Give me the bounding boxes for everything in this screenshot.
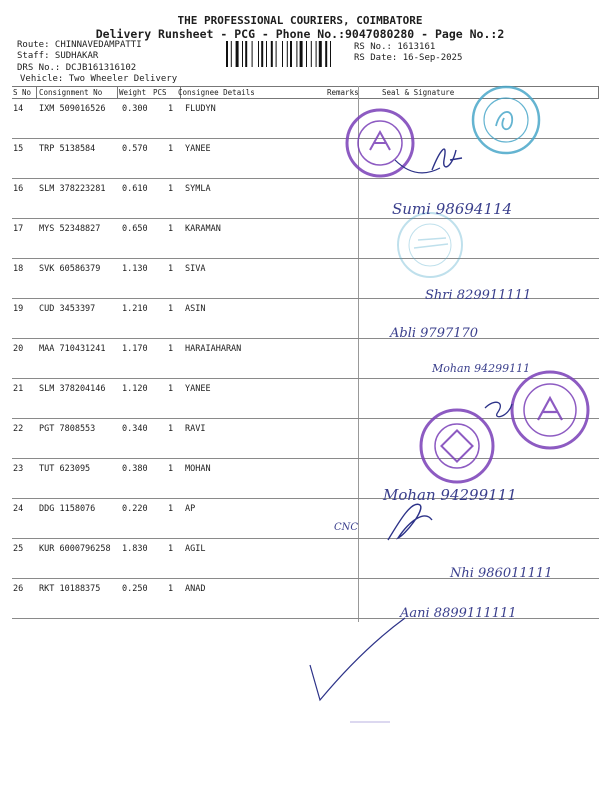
row-sno: 19 (13, 304, 24, 314)
handwritten-phone-26: Aani 8899111111 (400, 606, 517, 621)
col-sno: S No (13, 88, 32, 97)
row-consignee: AP (185, 504, 196, 514)
route-label: Route: CHINNAVEDAMPATTI (17, 40, 142, 50)
row-pcs: 1 (168, 544, 174, 554)
row-weight: 1.210 (122, 304, 148, 314)
row-consignment-no: MAA 710431241 (39, 344, 106, 354)
row-consignment-no: SLM 378204146 (39, 384, 106, 394)
kumar-stamp (473, 87, 539, 153)
row-consignment-no: PGT 7808553 (39, 424, 96, 434)
row-pcs: 1 (168, 104, 174, 114)
row-pcs: 1 (168, 464, 174, 474)
col-consignment: Consignment No (39, 88, 103, 97)
row-weight: 1.170 (122, 344, 148, 354)
company-title: THE PROFESSIONAL COURIERS, COIMBATORE (177, 14, 423, 27)
row-weight: 1.830 (122, 544, 148, 554)
row-consignee: SIVA (185, 264, 206, 274)
signature-24 (388, 504, 432, 540)
handwritten-phone-25: Nhi 986011111 (450, 566, 553, 581)
row-consignment-no: CUD 3453397 (39, 304, 96, 314)
row-weight: 1.130 (122, 264, 148, 274)
row-sno: 25 (13, 544, 24, 554)
row-consignee: FLUDYN (185, 104, 216, 114)
handwritten-phone-19: Abli 9797170 (390, 326, 479, 341)
yaamee-stamp-2 (512, 372, 588, 448)
row-sno: 18 (13, 264, 24, 274)
row-sno: 23 (13, 464, 24, 474)
row-consignee: YANEE (185, 384, 211, 394)
row-consignment-no: MYS 52348827 (39, 224, 101, 234)
row-consignment-no: IXM 509016526 (39, 104, 106, 114)
col-remarks: Remarks (327, 88, 359, 97)
row-consignee: ASIN (185, 304, 206, 314)
row-consignment-no: TUT 623095 (39, 464, 91, 474)
row-pcs: 1 (168, 224, 174, 234)
row-pcs: 1 (168, 304, 174, 314)
row-pcs: 1 (168, 264, 174, 274)
signature-22 (485, 402, 512, 416)
staff-label: Staff: SUDHAKAR (17, 51, 99, 61)
handwritten-phone-18: Shri 829911111 (425, 288, 532, 303)
row-consignee: RAVI (185, 424, 206, 434)
handwritten-phone-23: Mohan 94299111 (383, 486, 517, 504)
remarks-cnc: CNC (334, 522, 359, 533)
row-weight: 0.300 (122, 104, 148, 114)
handwritten-phone-16: Sumi 98694114 (392, 200, 513, 218)
col-seal: Seal & Signature (382, 88, 455, 97)
row-consignment-no: KUR 6000796258 (39, 544, 111, 554)
row-pcs: 1 (168, 144, 174, 154)
row-weight: 0.220 (122, 504, 148, 514)
runsheet-subtitle: Delivery Runsheet - PCG - Phone No.:9047080280 - Page No.:2 (95, 27, 505, 41)
row-pcs: 1 (168, 424, 174, 434)
rs-number: RS No.: 1613161 (354, 42, 436, 52)
row-consignee: MOHAN (185, 464, 211, 474)
row-pcs: 1 (168, 584, 174, 594)
faint-teal-stamp (398, 213, 462, 277)
row-sno: 14 (13, 104, 24, 114)
row-sno: 21 (13, 384, 24, 394)
row-consignment-no: RKT 10188375 (39, 584, 101, 594)
row-consignment-no: DDG 1158076 (39, 504, 96, 514)
col-consignee: Consignee Details (178, 88, 255, 97)
row-consignee: SYMLA (185, 184, 211, 194)
row-sno: 26 (13, 584, 24, 594)
row-sno: 17 (13, 224, 24, 234)
row-weight: 0.610 (122, 184, 148, 194)
row-consignee: YANEE (185, 144, 211, 154)
signature-14 (432, 149, 462, 170)
col-pcs: PCS (153, 88, 167, 97)
row-consignee: ANAD (185, 584, 206, 594)
row-weight: 0.250 (122, 584, 148, 594)
handwritten-phone-20: Mohan 94299111 (432, 362, 531, 375)
row-sno: 20 (13, 344, 24, 354)
vehicle-label: Vehicle: Two Wheeler Delivery (20, 74, 178, 84)
row-consignment-no: SVK 60586379 (39, 264, 101, 274)
row-consignment-no: TRP 5138584 (39, 144, 96, 154)
row-pcs: 1 (168, 344, 174, 354)
row-sno: 16 (13, 184, 24, 194)
row-weight: 0.570 (122, 144, 148, 154)
frontline-stamp (421, 410, 493, 482)
row-sno: 24 (13, 504, 24, 514)
rs-date: RS Date: 16-Sep-2025 (354, 53, 463, 63)
row-sno: 15 (13, 144, 24, 154)
row-sno: 22 (13, 424, 24, 434)
row-pcs: 1 (168, 384, 174, 394)
row-weight: 1.120 (122, 384, 148, 394)
final-check-mark (310, 618, 405, 700)
row-consignee: AGIL (185, 544, 206, 554)
row-consignment-no: SLM 378223281 (39, 184, 106, 194)
row-weight: 0.340 (122, 424, 148, 434)
drs-label: DRS No.: DCJB161316102 (17, 63, 137, 73)
row-consignee: HARAIAHARAN (185, 344, 242, 354)
col-weight: Weight (119, 88, 147, 97)
row-weight: 0.650 (122, 224, 148, 234)
row-pcs: 1 (168, 184, 174, 194)
row-consignee: KARAMAN (185, 224, 221, 234)
row-pcs: 1 (168, 504, 174, 514)
row-weight: 0.380 (122, 464, 148, 474)
